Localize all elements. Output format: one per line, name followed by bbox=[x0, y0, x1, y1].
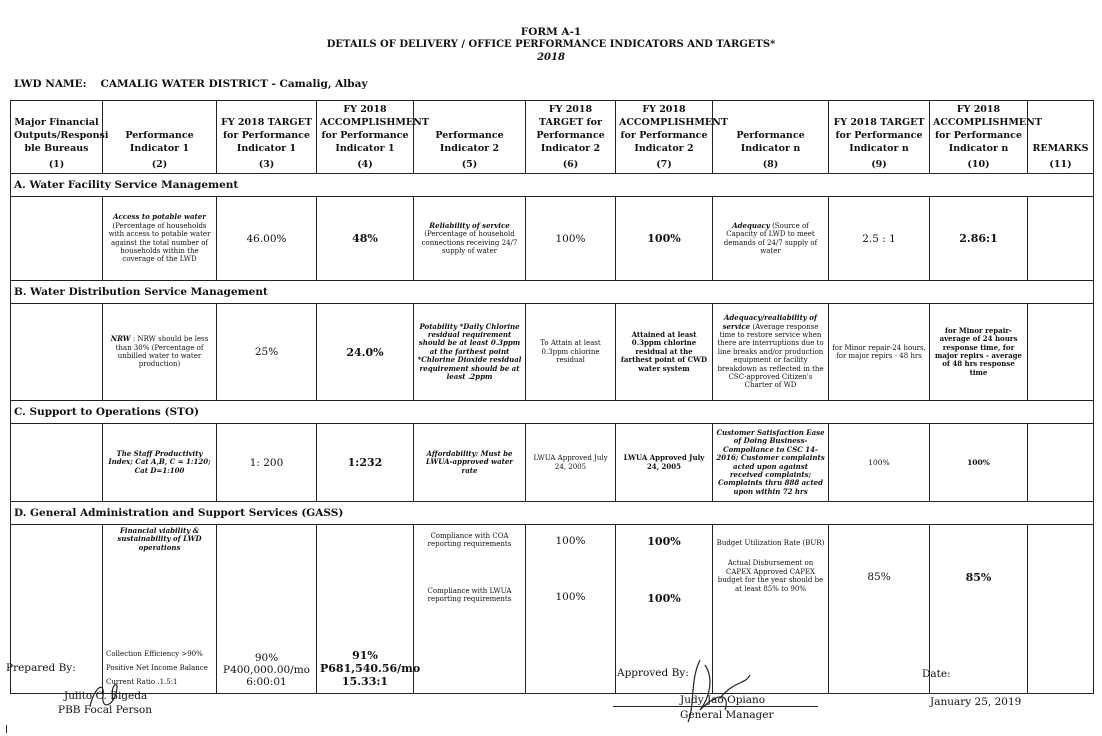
accomp1-cell: 24.0% bbox=[317, 304, 414, 401]
header-row bbox=[11, 101, 1094, 174]
date-label: Date: bbox=[922, 668, 951, 680]
date-value: January 25, 2019 bbox=[930, 696, 1022, 708]
target1-cell: 46.00% bbox=[217, 197, 317, 281]
remarks-cell bbox=[1028, 197, 1094, 281]
pin-cell: Budget Utilization Rate (BUR) Actual Disbursement on CAPEX Approved CAPEX budget for the year should be at least 85% to 90% bbox=[713, 525, 829, 694]
col-header: Major Financial Outputs/Responsi ble Bureaus (1) bbox=[11, 101, 103, 174]
lwd-label: LWD NAME: bbox=[14, 78, 87, 90]
targetn-cell: for Minor repair-24 hours, for major repirs - 48 hrs bbox=[829, 304, 930, 401]
col-header: Performance Indicator 1 (2) bbox=[103, 101, 217, 174]
col-header: REMARKS (11) bbox=[1028, 101, 1094, 174]
target1-cell: 90% P400,000.00/mo 6:00:01 bbox=[217, 525, 317, 694]
approved-signature-line bbox=[613, 706, 818, 707]
col-header: Performance Indicator n (8) bbox=[713, 101, 829, 174]
prepared-by-label: Prepared By: bbox=[6, 662, 76, 674]
pin-cell: Customer Satisfaction Ease of Doing Business-Compoliance to CSC 14-2016; Customer complaints acted upon against received complaints; Complaints thru 888 acted upon within 72 hrs bbox=[713, 424, 829, 502]
prepared-by-name: Julito O. Bigeda bbox=[64, 690, 148, 702]
pi1-cell: Access to potable water (Percentage of households with access to potable water against the total number of households within the coverage of the LWD bbox=[103, 197, 217, 281]
target2-cell: To Attain at least 0.3ppm chlorine residual bbox=[526, 304, 616, 401]
pi2-cell: Reliability of service (Percentage of household connections receiving 24/7 supply of water bbox=[414, 197, 526, 281]
target2-cell: 100% bbox=[526, 197, 616, 281]
pin-cell: Adequacy/realiability of service (Average response time to restore service when there are interruptions due to line breaks and/or production equipment or facility breakdown as reflected in the CSC-approved Citizen's Charter of WD bbox=[713, 304, 829, 401]
target1-cell: 1: 200 bbox=[217, 424, 317, 502]
accomp2-cell: Attained at least 0.3ppm chlorine residual at the farthest point of CWD water system bbox=[616, 304, 713, 401]
approved-by-label: Approved By: bbox=[617, 667, 689, 679]
remarks-cell bbox=[1028, 525, 1094, 694]
pi2-cell: Compliance with COA reporting requirements Compliance with LWUA reporting requirements bbox=[414, 525, 526, 694]
prepared-by-role: PBB Focal Person bbox=[58, 704, 153, 716]
target2-cell: LWUA Approved July 24, 2005 bbox=[526, 424, 616, 502]
corner-mark bbox=[6, 725, 7, 733]
section-b-row bbox=[11, 304, 1094, 401]
accomp2-cell: 100% bbox=[616, 197, 713, 281]
approved-by-role: General Manager bbox=[680, 709, 774, 721]
pi1-cell: The Staff Productivity Index; Cat A,B, C = 1:120; Cat D=1:100 bbox=[103, 424, 217, 502]
lwd-name-line bbox=[14, 78, 368, 90]
accomp2-cell: LWUA Approved July 24, 2005 bbox=[616, 424, 713, 502]
col-header: FY 2018 ACCOMPLISHMENT for Performance Indicator 2 (7) bbox=[616, 101, 713, 174]
remarks-cell bbox=[1028, 424, 1094, 502]
pi1-cell: NRW : NRW should be less than 30% (Percentage of unbilled water to water production) bbox=[103, 304, 217, 401]
section-a-row bbox=[11, 197, 1094, 281]
col-header: FY 2018 ACCOMPLISHMENT for Performance Indicator 1 (4) bbox=[317, 101, 414, 174]
col-header: FY 2018 ACCOMPLISHMENT for Performance Indicator n (10) bbox=[930, 101, 1028, 174]
accomp1-cell: 48% bbox=[317, 197, 414, 281]
form-number: FORM A-1 bbox=[520, 26, 582, 38]
accomp1-cell: 1:232 bbox=[317, 424, 414, 502]
accomp2-cell: 100% 100% bbox=[616, 525, 713, 694]
section-b-header: B. Water Distribution Service Management bbox=[11, 281, 1094, 304]
pin-cell: Adequacy (Source of Capacity of LWD to meet demands of 24/7 supply of water bbox=[713, 197, 829, 281]
section-c-header: C. Support to Operations (STO) bbox=[11, 401, 1094, 424]
form-year: 2018 bbox=[537, 52, 565, 63]
accompn-cell: 100% bbox=[930, 424, 1028, 502]
targetn-cell: 2.5 : 1 bbox=[829, 197, 930, 281]
section-a-header: A. Water Facility Service Management bbox=[11, 174, 1094, 197]
remarks-cell bbox=[1028, 304, 1094, 401]
col-header: FY 2018 TARGET for Performance Indicator 1 (3) bbox=[217, 101, 317, 174]
performance-table bbox=[10, 100, 1094, 694]
approved-by-name: Judy Jao Opiano bbox=[680, 694, 766, 706]
pi2-cell: Affordability: Must be LWUA-approved water rate bbox=[414, 424, 526, 502]
targetn-cell: 85% bbox=[829, 525, 930, 694]
target2-cell: 100% 100% bbox=[526, 525, 616, 694]
section-c-row bbox=[11, 424, 1094, 502]
pi1-cell: Financial viability & sustainability of LWD operations Collection Efficiency >90% Positive Net Income Balance Current Ratio .1.5:1 bbox=[103, 525, 217, 694]
pi2-cell: Potability *Daily Chlorine residual requirement should be at least 0.3ppm at the farthest point *Chlorine Dioxide residual requirement should be at least .2ppm bbox=[414, 304, 526, 401]
col-header: Performance Indicator 2 (5) bbox=[414, 101, 526, 174]
accompn-cell: 2.86:1 bbox=[930, 197, 1028, 281]
col-header: FY 2018 TARGET for Performance Indicator 2 (6) bbox=[526, 101, 616, 174]
lwd-value: CAMALIG WATER DISTRICT - Camalig, Albay bbox=[100, 78, 368, 90]
form-title: DETAILS OF DELIVERY / OFFICE PERFORMANCE INDICATORS AND TARGETS* bbox=[326, 39, 776, 50]
col-header: FY 2018 TARGET for Performance Indicator n (9) bbox=[829, 101, 930, 174]
section-d-header: D. General Administration and Support Services (GASS) bbox=[11, 502, 1094, 525]
prepared-signature bbox=[85, 676, 125, 716]
accompn-cell: for Minor repair-average of 24 hours response time, for major repirs - average of 48 hrs response time bbox=[930, 304, 1028, 401]
accompn-cell: 85% bbox=[930, 525, 1028, 694]
targetn-cell: 100% bbox=[829, 424, 930, 502]
accomp1-cell: 91% P681,540.56/mo 15.33:1 bbox=[317, 525, 414, 694]
target1-cell: 25% bbox=[217, 304, 317, 401]
